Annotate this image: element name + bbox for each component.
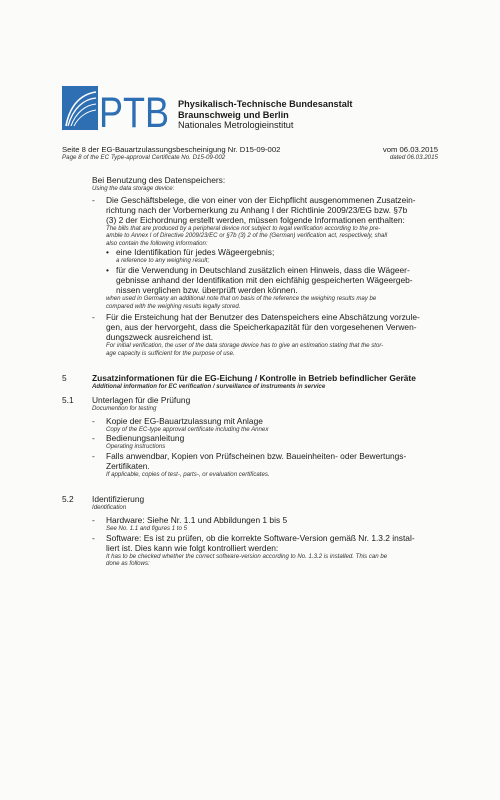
page-reference-en: Page 8 of the EC Type-approval Certificate No. D15-09-002 bbox=[62, 154, 226, 161]
text-line: Die Geschäftsbelege, die von einer von der Eichpflicht ausgenommenen Zusatzein- bbox=[106, 194, 416, 205]
text-line-en: For initial verification, the user of the data storage device has to give an estimation stating that the stor- bbox=[106, 342, 384, 350]
dash-marker: - bbox=[92, 194, 95, 205]
text-line: gen, aus der hervorgeht, dass die Speicherkapazität für den vorgesehenen Verwen- bbox=[106, 322, 417, 333]
text-line-en: a reference to any weighing result; bbox=[116, 257, 210, 265]
text-line: dungszweck ausreichend ist. bbox=[106, 332, 214, 343]
text-line: für die Verwendung in Deutschland zusätzlich einen Hinweis, dass die Wägeer- bbox=[116, 264, 410, 275]
text-line-en: Copy of the EC-type approval certificate including the Annex bbox=[106, 425, 269, 433]
dash-marker: - bbox=[92, 532, 95, 543]
bullet-marker: • bbox=[106, 247, 109, 258]
text-line: Hardware: Siehe Nr. 1.1 und Abbildungen 1 bis 5 bbox=[106, 514, 288, 525]
text-line: gebnisse anhand der Identifikation mit den eichfähig gespeicherten Wägeergeb- bbox=[116, 274, 413, 285]
section-5-1-item bbox=[62, 433, 440, 451]
storage-item-1 bbox=[62, 195, 440, 248]
text-line: (3) 2 der Eichordnung erstellt werden, müssen folgende Informationen enthalten: bbox=[106, 214, 405, 225]
ptb-logo bbox=[62, 86, 170, 137]
storage-bullet-2 bbox=[62, 265, 440, 310]
section-5-1 bbox=[62, 395, 440, 413]
institution-line-2: Braunschweig und Berlin bbox=[178, 109, 289, 120]
text-line-en: Operating instructions bbox=[106, 443, 166, 451]
text-line-en: It has to be checked whether the correct software-version according to No. 1.3.2 is installed. This can be bbox=[106, 552, 388, 560]
text-line: Zertifikaten. bbox=[106, 460, 150, 471]
date-en: dated 06.03.2015 bbox=[389, 154, 438, 161]
section-number: 5.2 bbox=[62, 494, 74, 505]
section-5-1-item bbox=[62, 416, 440, 434]
text-line: Kopie der EG-Bauartzulassung mit Anlage bbox=[106, 415, 263, 426]
institution-name bbox=[178, 99, 352, 131]
dash-marker: - bbox=[92, 450, 95, 461]
storage-item-2 bbox=[62, 312, 440, 357]
section-5-2 bbox=[62, 494, 440, 512]
text-line: Software: Es ist zu prüfen, ob die korrekte Software-Version gemäß Nr. 1.3.2 instal- bbox=[106, 532, 415, 543]
document-body bbox=[62, 175, 440, 568]
section-5-2-item bbox=[62, 533, 440, 568]
text-line-en: compared with the weighing results legally stored. bbox=[106, 302, 241, 310]
text-line-en: also contain the following information: bbox=[106, 239, 208, 247]
text-line-en: amble to Annex I of Directive 2009/23/EC or §7b (3) 2 of the (German) verification act, respectively, shall bbox=[106, 232, 388, 240]
text-line-en: when used in Germany an additional note that on basis of the reference the weighing results may be bbox=[106, 294, 377, 302]
section-title-en: Documention for testing bbox=[92, 404, 157, 412]
institution-line-3: Nationales Metrologieinstitut bbox=[178, 120, 294, 131]
page-reference-de: Seite 8 der EG-Bauartzulassungsbescheinigung Nr. D15-09-002 bbox=[62, 145, 281, 154]
section-title: Identifizierung bbox=[92, 494, 145, 505]
section-number: 5 bbox=[62, 373, 67, 384]
dash-marker: - bbox=[92, 415, 95, 426]
section-title: Unterlagen für die Prüfung bbox=[92, 394, 191, 405]
section-5-2-item bbox=[62, 515, 440, 533]
bullet-marker: • bbox=[106, 264, 109, 275]
text-line: eine Identifikation für jedes Wägeergebnis; bbox=[116, 247, 275, 258]
institution-line-1: Physikalisch-Technische Bundesanstalt bbox=[178, 99, 353, 109]
page-reference bbox=[62, 145, 280, 162]
section-title: Zusatzinformationen für die EG-Eichung / Kontrolle in Betrieb befindlicher Geräte bbox=[92, 373, 416, 384]
storage-heading-en: Using the data storage device: bbox=[92, 185, 175, 192]
certificate-date bbox=[383, 145, 438, 162]
section-title-en: Identification bbox=[92, 504, 127, 512]
text-line-en: age capacity is sufficient for the purpose of use. bbox=[106, 349, 235, 357]
dash-marker: - bbox=[92, 312, 95, 323]
text-line-en: The bills that are produced by a peripheral device not subject to legal verification according to the pre- bbox=[106, 224, 381, 232]
text-line-en: If applicable, copies of test-, parts-, or evaluation certificates. bbox=[106, 470, 270, 478]
text-line: liert ist. Dies kann wie folgt kontrolliert werden: bbox=[106, 542, 279, 553]
section-number: 5.1 bbox=[62, 394, 74, 405]
logo-text: PTB bbox=[99, 89, 169, 137]
dash-marker: - bbox=[92, 433, 95, 444]
text-line-en: done as follows: bbox=[106, 560, 150, 568]
text-line-en: See No. 1.1 and figures 1 to 5 bbox=[106, 524, 187, 532]
section-5-1-item bbox=[62, 451, 440, 479]
section-5 bbox=[62, 373, 440, 391]
section-title-en: Additional information for EC verification / surveillance of instruments in service bbox=[92, 383, 326, 391]
dash-marker: - bbox=[92, 514, 95, 525]
text-line: Falls anwendbar, Kopien von Prüfscheinen bzw. Baueinheiten- oder Bewertungs- bbox=[106, 450, 407, 461]
text-line: nissen verglichen bzw. überprüft werden können. bbox=[116, 284, 298, 295]
text-line: richtung nach der Vorbemerkung zu Anhang I der Richtlinie 2009/23/EG bzw. §7b bbox=[106, 204, 408, 215]
text-line: Bedienungsanleitung bbox=[106, 433, 185, 444]
storage-heading bbox=[62, 175, 440, 193]
date-de: vom 06.03.2015 bbox=[382, 145, 438, 154]
storage-heading-de: Bei Benutzung des Datenspeichers: bbox=[92, 175, 226, 185]
text-line: Für die Ersteichung hat der Benutzer des Datenspeichers eine Abschätzung vorzule- bbox=[106, 312, 420, 323]
storage-bullet-1 bbox=[62, 247, 440, 265]
